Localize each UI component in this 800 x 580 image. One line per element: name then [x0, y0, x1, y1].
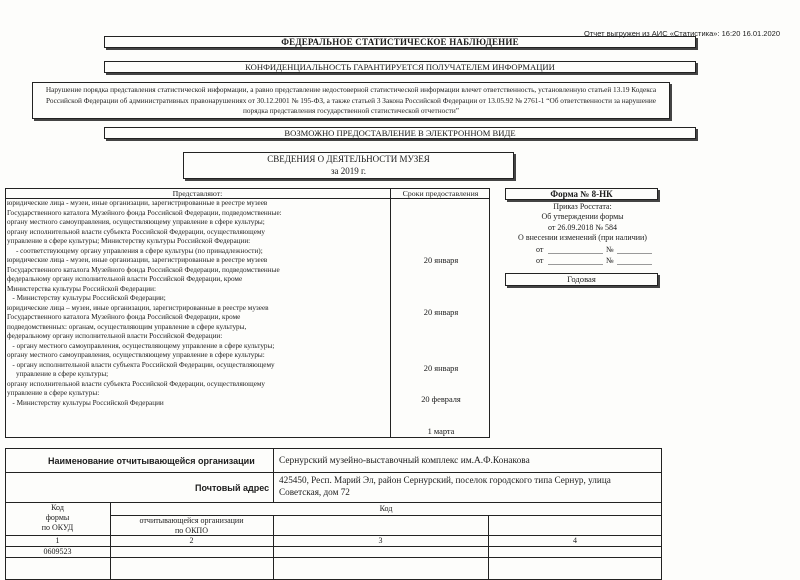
changes-no-1: № [606, 245, 614, 254]
provider-line: Министерства культуры Российской Федерации: [7, 284, 156, 293]
provider-line: Государственного каталога Музейного фонда Российской Федерации, подведомственные [7, 265, 280, 274]
deadline-value: 20 января [423, 256, 459, 265]
deadline-header: Сроки предоставления [402, 189, 479, 198]
providers-header: Представляют: [172, 189, 223, 198]
okpo-header-line: отчитывающейся организации [139, 516, 244, 525]
column-number: 2 [189, 536, 194, 545]
column-number: 3 [378, 536, 383, 545]
report-title: СВЕДЕНИЯ О ДЕЯТЕЛЬНОСТИ МУЗЕЯ [267, 154, 430, 164]
report-title-box [183, 152, 514, 179]
electronic-text: ВОЗМОЖНО ПРЕДОСТАВЛЕНИЕ В ЭЛЕКТРОННОМ ВИДЕ [284, 128, 516, 138]
provider-line: Государственного каталога Музейного фонда Российской Федерации, подведомственные: [7, 208, 282, 217]
address-value [279, 475, 611, 498]
order-line: от 26.09.2018 № 584 [547, 222, 618, 232]
address-line: Советская, дом 72 [279, 486, 350, 497]
provider-line: органу исполнительной власти субъекта Российской Федерации, осуществляющему [7, 379, 266, 388]
provider-line: - Министерству культуры Российской Федерации; [7, 294, 166, 302]
provider-line: юридические лица - музеи, иные организации, зарегистрированные в реестре музеев [7, 256, 268, 264]
column-number: 4 [573, 536, 577, 545]
okud-header [5, 503, 110, 533]
provider-line: федеральному органу исполнительной власти Российской Федерации, кроме [7, 275, 243, 283]
order-block [505, 202, 660, 244]
provider-line: юридические лица – музеи, иные организации, зарегистрированные в реестре музеев [7, 303, 269, 312]
export-note: Отчет выгружен из АИС «Статистика»: 16:20 16.01.2020 [584, 29, 780, 38]
provider-line: - соответствующему органу управления в сфере культуры (по принадлежности); [7, 246, 263, 255]
provider-line: подведомственных: органам, осуществляющим управление в сфере культуры, [7, 322, 247, 331]
provider-line: органу исполнительной власти субъекта Российской Федерации, осуществляющему [7, 227, 266, 236]
provider-line: управление в сфере культуры; [7, 370, 109, 378]
okud-header-line: Код [51, 503, 64, 512]
order-title: Приказ Росстата: [553, 202, 612, 211]
provider-line: - Министерству культуры Российской Федерации [7, 398, 164, 407]
federal-observation-banner [104, 36, 696, 48]
changes-from-2: от [536, 256, 544, 265]
address-line: 425450, Респ. Марий Эл, район Сернурский, поселок городского типа Сернур, улица [279, 475, 611, 485]
electronic-banner [104, 127, 696, 139]
provider-line: управление в сфере культуры: [7, 389, 100, 397]
address-label: Почтовый адрес [195, 483, 270, 493]
provider-line: юридические лица - музеи, иные организации, зарегистрированные в реестре музеев [7, 199, 268, 207]
okud-code: 0609523 [43, 547, 72, 556]
provider-line: - органу исполнительной власти субъекта Российской Федерации, осуществляющему [7, 360, 275, 369]
okud-header-line: по ОКУД [41, 523, 74, 532]
form-number: Форма № 8-НК [550, 189, 613, 199]
confidentiality-banner [104, 61, 696, 73]
confidentiality-text: КОНФИДЕНЦИАЛЬНОСТЬ ГАРАНТИРУЕТСЯ ПОЛУЧАТЕЛЕМ ИНФОРМАЦИИ [245, 62, 555, 72]
deadline-value: 1 марта [427, 427, 455, 436]
changes-no-2: № [606, 256, 614, 265]
period-value: Годовая [567, 274, 596, 284]
changes-from-1: от [536, 245, 544, 254]
federal-observation-text: ФЕДЕРАЛЬНОЕ СТАТИСТИЧЕСКОЕ НАБЛЮДЕНИЕ [281, 37, 519, 47]
column-number: 1 [55, 536, 60, 545]
org-name-label: Наименование отчитывающейся организации [48, 456, 255, 466]
changes-label: О внесении изменений (при наличии) [518, 233, 647, 243]
provider-line: управление в сфере культуры; Министерству культуры Российской Федерации: [7, 237, 251, 245]
provider-line: Государственного каталога Музейного фонда Российской Федерации, кроме [7, 313, 241, 321]
org-name-value: Сернурский музейно-выставочный комплекс им.А.Ф.Конакова [279, 456, 530, 466]
provider-line: - органу местного самоуправления, осуществляющему управление в сфере культуры; [7, 341, 275, 350]
provider-line: органу местного самоуправления, осуществляющему управление в сфере культуры: [7, 351, 265, 359]
okpo-header-line: по ОКПО [175, 525, 208, 535]
deadline-value: 20 января [423, 308, 459, 317]
code-header: Код [379, 504, 393, 513]
report-year: за 2019 г. [331, 165, 366, 176]
deadline-value: 20 февраля [421, 395, 461, 404]
order-line: Об утверждении формы [541, 212, 624, 222]
okud-header-line: формы [45, 513, 70, 522]
period-box [505, 273, 658, 286]
legal-warning-text: Нарушение порядка представления статистической информации, а равно представление недостоверной статистической информации влечет ответственность, установленную статьей 13.19 Кодекса Российской Федерации об административных правонарушениях от 30.12.2001 № 195-ФЗ, а также статьей 3 Закона Российской Федерации от 13.05.92 № 2761-1 “Об ответственности за нарушение порядка представления государственной статистической отчетности” [45, 85, 657, 115]
provider-line: федеральному органу исполнительной власти Российской Федерации: [7, 332, 223, 340]
form-number-box [505, 188, 658, 200]
legal-warning-box [32, 82, 670, 119]
okpo-header [110, 516, 273, 535]
provider-line: органу местного самоуправления, осуществляющему управление в сфере культуры; [7, 218, 265, 226]
deadline-value: 20 января [423, 364, 459, 373]
providers-lines [7, 199, 390, 408]
